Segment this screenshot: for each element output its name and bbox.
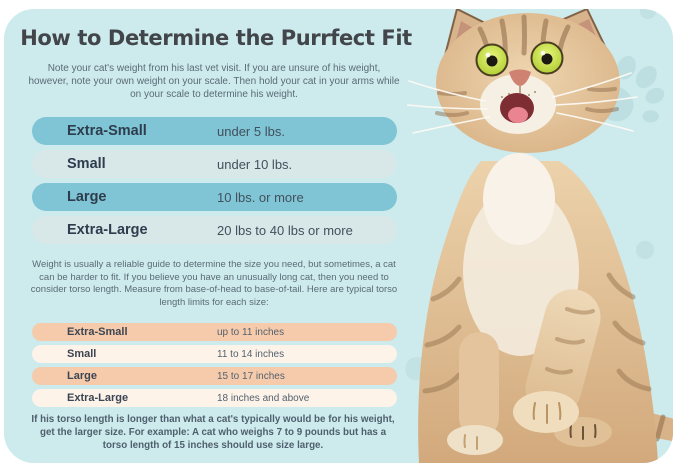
- size-value: 15 to 17 inches: [217, 370, 285, 382]
- size-label: Extra-Small: [67, 326, 128, 338]
- torso-intro-text: Weight is usually a reliable guide to determine the size you need, but sometimes, a cat can be harder to fit. If you believe you have an unusually long cat, then you need to consider torso length. Measure from base-of-head to base-of-tail. Here are typical torso length limits for each size:: [30, 259, 398, 308]
- size-label: Extra-Large: [67, 222, 148, 238]
- torso-length-table: [32, 323, 397, 411]
- size-label: Large: [67, 370, 97, 382]
- card-background: [4, 9, 673, 463]
- page-title: How to Determine the Purrfect Fit: [20, 26, 412, 50]
- table-row: [32, 389, 397, 407]
- cat-photo: [407, 9, 673, 463]
- size-label: Small: [67, 156, 106, 172]
- table-row: [32, 367, 397, 385]
- size-label: Large: [67, 189, 107, 205]
- cat-mouth: [500, 93, 534, 123]
- size-value: 20 lbs to 40 lbs or more: [217, 222, 353, 238]
- cat-head: [407, 9, 637, 153]
- size-value: up to 11 inches: [217, 326, 285, 338]
- size-value: 11 to 14 inches: [217, 348, 285, 360]
- table-row: [32, 323, 397, 341]
- footer-note: If his torso length is longer than what a cat's typically would be for his weight, get the larger size. For example: A cat who weighs 7 to 9 pounds but has a torso length of 15 inches should use size large.: [31, 414, 395, 451]
- size-value: under 10 lbs.: [217, 156, 293, 172]
- size-value: 18 inches and above: [217, 392, 310, 404]
- size-value: under 5 lbs.: [217, 123, 285, 139]
- intro-text: Note your cat's weight from his last vet visit. If you are unsure of his weight, however, note your own weight on your scale. Then hold your cat in your arms while on your scale to determine his weight.: [28, 63, 400, 100]
- table-row: [32, 150, 397, 178]
- table-row: [32, 183, 397, 211]
- size-value: 10 lbs. or more: [217, 189, 304, 205]
- size-label: Extra-Large: [67, 392, 129, 404]
- table-row: [32, 216, 397, 244]
- table-row: [32, 345, 397, 363]
- weight-size-table: [32, 117, 397, 249]
- table-row: [32, 117, 397, 145]
- size-label: Small: [67, 348, 97, 360]
- size-label: Extra-Small: [67, 123, 147, 139]
